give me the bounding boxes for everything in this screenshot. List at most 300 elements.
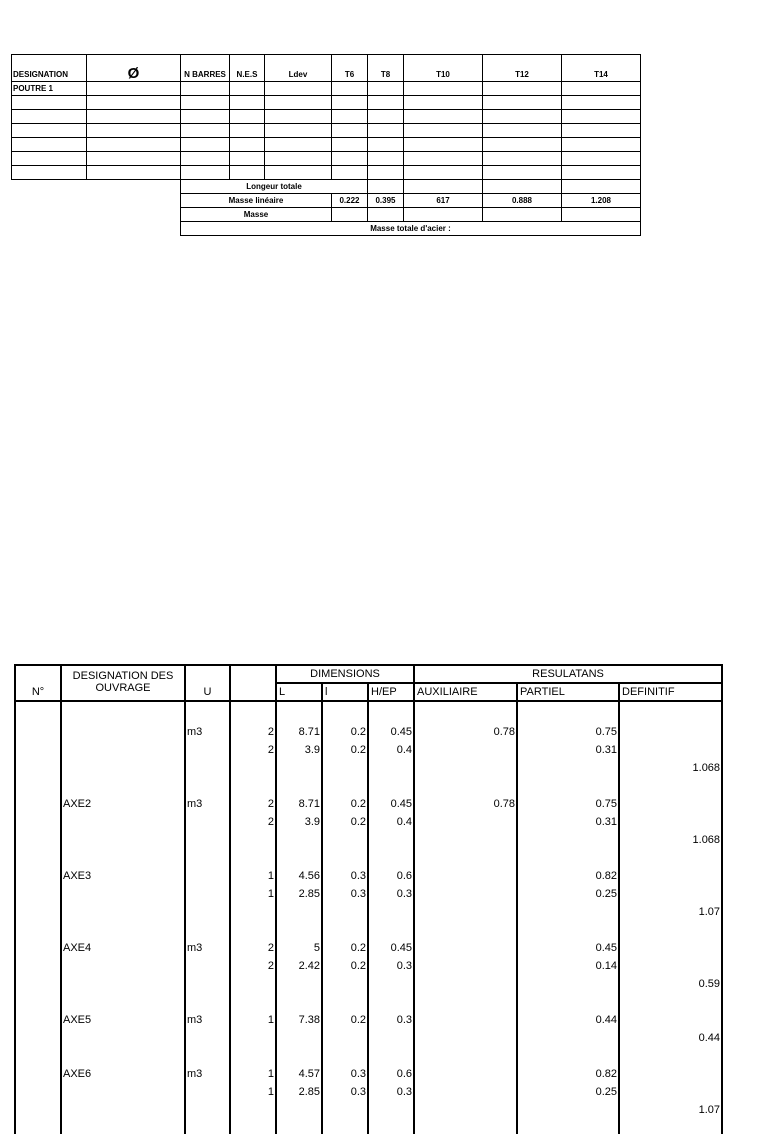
h-cell bbox=[368, 701, 414, 720]
designation-header: DESIGNATION DES OUVRAGE bbox=[61, 665, 185, 701]
qty-cell bbox=[230, 918, 276, 936]
cell bbox=[404, 166, 483, 180]
table-row bbox=[15, 1044, 722, 1062]
n-cell bbox=[15, 1044, 61, 1062]
n-cell bbox=[15, 1080, 61, 1098]
works-table bbox=[14, 664, 723, 1134]
designation-cell bbox=[61, 990, 185, 1008]
n-cell bbox=[15, 936, 61, 954]
dimensions-header: DIMENSIONS bbox=[276, 665, 414, 683]
h-cell: 0.4 bbox=[368, 738, 414, 756]
L-cell bbox=[276, 1044, 322, 1062]
partiel-cell: 0.75 bbox=[517, 792, 619, 810]
cell bbox=[404, 96, 483, 110]
L-cell bbox=[276, 846, 322, 864]
cell bbox=[181, 152, 230, 166]
designation-cell bbox=[61, 1116, 185, 1134]
cell bbox=[404, 152, 483, 166]
unit-cell: m3 bbox=[185, 936, 230, 954]
definitif-cell bbox=[619, 918, 722, 936]
h-cell: 0.3 bbox=[368, 1080, 414, 1098]
l-cell: 0.2 bbox=[322, 810, 368, 828]
aux-cell bbox=[414, 918, 517, 936]
unit-cell bbox=[185, 990, 230, 1008]
designation-cell bbox=[61, 756, 185, 774]
n-cell bbox=[15, 828, 61, 846]
unit-cell: m3 bbox=[185, 1008, 230, 1026]
auxiliaire-header: AUXILIAIRE bbox=[414, 683, 517, 701]
cell bbox=[181, 110, 230, 124]
L-cell: 4.57 bbox=[276, 1062, 322, 1080]
cell bbox=[230, 166, 265, 180]
designation-cell bbox=[61, 774, 185, 792]
qty-cell: 1 bbox=[230, 1008, 276, 1026]
qty-cell bbox=[230, 828, 276, 846]
unit-cell bbox=[185, 1098, 230, 1116]
definitif-cell bbox=[619, 846, 722, 864]
cell bbox=[368, 110, 404, 124]
steel-row bbox=[12, 152, 641, 166]
h-cell: 0.3 bbox=[368, 882, 414, 900]
aux-cell bbox=[414, 1062, 517, 1080]
cell bbox=[562, 166, 641, 180]
partiel-cell bbox=[517, 1026, 619, 1044]
partiel-cell bbox=[517, 972, 619, 990]
table-row bbox=[15, 864, 722, 882]
cell bbox=[12, 138, 87, 152]
designation-cell bbox=[61, 810, 185, 828]
aux-cell bbox=[414, 846, 517, 864]
cell bbox=[230, 152, 265, 166]
designation-cell bbox=[61, 900, 185, 918]
cell bbox=[12, 152, 87, 166]
partiel-cell bbox=[517, 1098, 619, 1116]
width-header: l bbox=[322, 683, 368, 701]
qty-cell bbox=[230, 1098, 276, 1116]
unit-cell bbox=[185, 900, 230, 918]
blank-cell bbox=[12, 180, 181, 194]
cell bbox=[483, 180, 562, 194]
cell bbox=[404, 82, 483, 96]
n-cell bbox=[15, 990, 61, 1008]
partiel-cell: 0.82 bbox=[517, 1062, 619, 1080]
designation-cell bbox=[61, 954, 185, 972]
qty-cell: 1 bbox=[230, 864, 276, 882]
unit-cell: m3 bbox=[185, 792, 230, 810]
qty-cell: 1 bbox=[230, 1080, 276, 1098]
l-cell: 0.2 bbox=[322, 720, 368, 738]
qty-cell bbox=[230, 756, 276, 774]
partiel-cell: 0.82 bbox=[517, 864, 619, 882]
L-cell: 5 bbox=[276, 936, 322, 954]
partiel-cell bbox=[517, 1044, 619, 1062]
cell bbox=[562, 138, 641, 152]
cell bbox=[562, 152, 641, 166]
aux-cell bbox=[414, 1044, 517, 1062]
table-row bbox=[15, 1062, 722, 1080]
cell bbox=[87, 110, 181, 124]
n-barres-header: N BARRES bbox=[181, 55, 230, 82]
cell bbox=[404, 138, 483, 152]
qty-cell bbox=[230, 774, 276, 792]
masse-lineaire-row bbox=[12, 194, 641, 208]
definitif-cell: 0.44 bbox=[619, 1026, 722, 1044]
ldev-header: Ldev bbox=[265, 55, 332, 82]
L-cell bbox=[276, 900, 322, 918]
L-cell bbox=[276, 918, 322, 936]
cell bbox=[265, 152, 332, 166]
cell bbox=[332, 96, 368, 110]
blank-cell bbox=[12, 194, 181, 208]
cell bbox=[265, 138, 332, 152]
aux-cell bbox=[414, 882, 517, 900]
t12-header: T12 bbox=[483, 55, 562, 82]
cell bbox=[404, 180, 483, 194]
L-cell bbox=[276, 701, 322, 720]
masse-totale-row bbox=[12, 222, 641, 236]
aux-cell bbox=[414, 1080, 517, 1098]
masse-row bbox=[12, 208, 641, 222]
aux-cell bbox=[414, 900, 517, 918]
n-cell bbox=[15, 810, 61, 828]
table-row bbox=[15, 1080, 722, 1098]
partiel-cell: 0.31 bbox=[517, 810, 619, 828]
qty-cell bbox=[230, 990, 276, 1008]
steel-row bbox=[12, 110, 641, 124]
cell bbox=[181, 138, 230, 152]
n-cell bbox=[15, 882, 61, 900]
l-cell bbox=[322, 972, 368, 990]
works-header-row-1 bbox=[15, 665, 722, 683]
cell bbox=[12, 166, 87, 180]
unit-cell bbox=[185, 701, 230, 720]
h-cell bbox=[368, 846, 414, 864]
table-row bbox=[15, 810, 722, 828]
cell bbox=[332, 138, 368, 152]
table-row bbox=[15, 756, 722, 774]
table-row bbox=[15, 774, 722, 792]
n-cell bbox=[15, 756, 61, 774]
designation-cell bbox=[61, 720, 185, 738]
partiel-cell bbox=[517, 701, 619, 720]
cell bbox=[265, 82, 332, 96]
table-row bbox=[15, 882, 722, 900]
cell bbox=[483, 152, 562, 166]
n-cell bbox=[15, 774, 61, 792]
h-cell: 0.6 bbox=[368, 864, 414, 882]
table-row bbox=[15, 1026, 722, 1044]
L-cell: 4.56 bbox=[276, 864, 322, 882]
cell bbox=[332, 208, 368, 222]
table-row bbox=[15, 846, 722, 864]
qty-cell bbox=[230, 1116, 276, 1134]
cell bbox=[368, 124, 404, 138]
table-row bbox=[15, 1098, 722, 1116]
table-row bbox=[15, 792, 722, 810]
cell bbox=[562, 124, 641, 138]
h-cell bbox=[368, 918, 414, 936]
cell bbox=[483, 208, 562, 222]
aux-cell bbox=[414, 756, 517, 774]
n-cell bbox=[15, 1116, 61, 1134]
unit-cell bbox=[185, 864, 230, 882]
l-cell: 0.3 bbox=[322, 1080, 368, 1098]
diameter-symbol-icon: Ø bbox=[87, 55, 181, 82]
masse-lineaire-label: Masse linéaire bbox=[181, 194, 332, 208]
partiel-cell bbox=[517, 756, 619, 774]
nes-header: N.E.S bbox=[230, 55, 265, 82]
aux-cell bbox=[414, 936, 517, 954]
n-cell bbox=[15, 918, 61, 936]
aux-cell bbox=[414, 828, 517, 846]
partiel-cell: 0.44 bbox=[517, 1008, 619, 1026]
n-cell bbox=[15, 1026, 61, 1044]
n-cell bbox=[15, 1008, 61, 1026]
definitif-cell bbox=[619, 774, 722, 792]
n-header: N° bbox=[15, 665, 61, 701]
qty-cell: 2 bbox=[230, 792, 276, 810]
h-cell: 0.3 bbox=[368, 1008, 414, 1026]
qty-cell bbox=[230, 972, 276, 990]
cell bbox=[562, 208, 641, 222]
cell bbox=[368, 166, 404, 180]
unit-header: U bbox=[185, 665, 230, 701]
n-cell bbox=[15, 738, 61, 756]
table-row bbox=[15, 972, 722, 990]
partiel-cell: 0.45 bbox=[517, 936, 619, 954]
unit-cell bbox=[185, 810, 230, 828]
aux-cell bbox=[414, 738, 517, 756]
designation-cell bbox=[61, 828, 185, 846]
L-cell bbox=[276, 972, 322, 990]
partiel-header: PARTIEL bbox=[517, 683, 619, 701]
cell bbox=[368, 180, 404, 194]
n-cell bbox=[15, 864, 61, 882]
unit-cell bbox=[185, 774, 230, 792]
cell bbox=[483, 96, 562, 110]
table-row bbox=[15, 1008, 722, 1026]
t10-header: T10 bbox=[404, 55, 483, 82]
unit-cell bbox=[185, 954, 230, 972]
h-cell bbox=[368, 756, 414, 774]
cell bbox=[265, 166, 332, 180]
qty-cell bbox=[230, 900, 276, 918]
aux-cell bbox=[414, 864, 517, 882]
designation-cell: AXE3 bbox=[61, 864, 185, 882]
l-cell bbox=[322, 1098, 368, 1116]
definitif-cell: 1.07 bbox=[619, 1098, 722, 1116]
qty-cell: 2 bbox=[230, 720, 276, 738]
definitif-cell bbox=[619, 1008, 722, 1026]
table-row bbox=[15, 1116, 722, 1134]
n-cell bbox=[15, 900, 61, 918]
cell bbox=[265, 96, 332, 110]
definitif-cell bbox=[619, 720, 722, 738]
cell bbox=[12, 96, 87, 110]
definitif-cell bbox=[619, 738, 722, 756]
qty-cell bbox=[230, 1026, 276, 1044]
unit-cell bbox=[185, 1026, 230, 1044]
l-cell bbox=[322, 701, 368, 720]
h-cell: 0.45 bbox=[368, 720, 414, 738]
designation-cell bbox=[61, 1080, 185, 1098]
unit-cell: m3 bbox=[185, 1062, 230, 1080]
L-cell bbox=[276, 774, 322, 792]
cell bbox=[562, 180, 641, 194]
cell bbox=[230, 96, 265, 110]
masse-lineaire-t10: 617 bbox=[404, 194, 483, 208]
cell bbox=[230, 82, 265, 96]
resultats-header: RESULATANS bbox=[414, 665, 722, 683]
n-cell bbox=[15, 846, 61, 864]
cell bbox=[483, 166, 562, 180]
n-cell bbox=[15, 954, 61, 972]
cell bbox=[483, 82, 562, 96]
table-row bbox=[15, 936, 722, 954]
L-cell: 2.85 bbox=[276, 1080, 322, 1098]
L-cell bbox=[276, 990, 322, 1008]
L-cell bbox=[276, 1026, 322, 1044]
h-cell bbox=[368, 900, 414, 918]
cell bbox=[404, 208, 483, 222]
n-cell bbox=[15, 1098, 61, 1116]
n-cell bbox=[15, 792, 61, 810]
h-cell bbox=[368, 1044, 414, 1062]
cell bbox=[230, 138, 265, 152]
l-cell: 0.3 bbox=[322, 1062, 368, 1080]
definitif-cell bbox=[619, 882, 722, 900]
cell bbox=[87, 96, 181, 110]
cell bbox=[332, 124, 368, 138]
cell bbox=[230, 110, 265, 124]
cell bbox=[368, 208, 404, 222]
qty-cell: 2 bbox=[230, 810, 276, 828]
partiel-cell bbox=[517, 774, 619, 792]
unit-cell bbox=[185, 738, 230, 756]
partiel-cell bbox=[517, 846, 619, 864]
designation-cell bbox=[61, 972, 185, 990]
aux-cell bbox=[414, 701, 517, 720]
t8-header: T8 bbox=[368, 55, 404, 82]
aux-cell: 0.78 bbox=[414, 720, 517, 738]
h-cell bbox=[368, 828, 414, 846]
longeur-totale-label: Longeur totale bbox=[181, 180, 368, 194]
partiel-cell: 0.14 bbox=[517, 954, 619, 972]
l-cell bbox=[322, 900, 368, 918]
table-row bbox=[15, 720, 722, 738]
unit-cell bbox=[185, 972, 230, 990]
aux-cell bbox=[414, 1116, 517, 1134]
aux-cell bbox=[414, 954, 517, 972]
steel-bar-table bbox=[11, 54, 641, 236]
designation-header: DESIGNATION bbox=[12, 55, 87, 82]
h-cell: 0.45 bbox=[368, 792, 414, 810]
qty-cell: 1 bbox=[230, 882, 276, 900]
cell bbox=[87, 138, 181, 152]
partiel-cell bbox=[517, 918, 619, 936]
qty-cell: 2 bbox=[230, 936, 276, 954]
L-cell: 3.9 bbox=[276, 810, 322, 828]
steel-row bbox=[12, 166, 641, 180]
l-cell: 0.2 bbox=[322, 936, 368, 954]
L-cell bbox=[276, 1116, 322, 1134]
cell bbox=[230, 124, 265, 138]
h-cell: 0.45 bbox=[368, 936, 414, 954]
cell bbox=[12, 110, 87, 124]
qty-cell bbox=[230, 701, 276, 720]
unit-cell bbox=[185, 846, 230, 864]
cell bbox=[332, 166, 368, 180]
h-cell bbox=[368, 1098, 414, 1116]
steel-row bbox=[12, 96, 641, 110]
aux-cell bbox=[414, 774, 517, 792]
cell bbox=[562, 82, 641, 96]
cell bbox=[368, 152, 404, 166]
partiel-cell bbox=[517, 900, 619, 918]
cell bbox=[87, 124, 181, 138]
qty-cell: 2 bbox=[230, 954, 276, 972]
aux-cell bbox=[414, 1008, 517, 1026]
definitif-cell bbox=[619, 936, 722, 954]
designation-cell bbox=[61, 846, 185, 864]
qty-header bbox=[230, 665, 276, 701]
h-cell bbox=[368, 1116, 414, 1134]
l-cell: 0.2 bbox=[322, 954, 368, 972]
qty-cell bbox=[230, 1044, 276, 1062]
l-cell bbox=[322, 990, 368, 1008]
n-cell bbox=[15, 720, 61, 738]
aux-cell bbox=[414, 1098, 517, 1116]
cell bbox=[562, 110, 641, 124]
l-cell bbox=[322, 918, 368, 936]
L-cell: 7.38 bbox=[276, 1008, 322, 1026]
cell bbox=[87, 166, 181, 180]
definitif-cell bbox=[619, 1062, 722, 1080]
h-cell bbox=[368, 1026, 414, 1044]
table-row bbox=[15, 738, 722, 756]
definitif-cell bbox=[619, 792, 722, 810]
cell bbox=[181, 124, 230, 138]
blank-cell bbox=[12, 208, 181, 222]
L-cell: 2.85 bbox=[276, 882, 322, 900]
l-cell: 0.2 bbox=[322, 792, 368, 810]
l-cell: 0.2 bbox=[322, 1008, 368, 1026]
designation-cell: AXE5 bbox=[61, 1008, 185, 1026]
partiel-cell: 0.31 bbox=[517, 738, 619, 756]
definitif-cell: 1.068 bbox=[619, 756, 722, 774]
t6-header: T6 bbox=[332, 55, 368, 82]
designation-cell bbox=[61, 1098, 185, 1116]
cell bbox=[332, 82, 368, 96]
masse-lineaire-t6: 0.222 bbox=[332, 194, 368, 208]
n-cell bbox=[15, 972, 61, 990]
l-cell: 0.3 bbox=[322, 882, 368, 900]
h-cell bbox=[368, 990, 414, 1008]
masse-label: Masse bbox=[181, 208, 332, 222]
works-body bbox=[15, 701, 722, 1134]
table-row bbox=[15, 990, 722, 1008]
h-cell bbox=[368, 774, 414, 792]
l-cell bbox=[322, 1116, 368, 1134]
n-cell bbox=[15, 701, 61, 720]
cell bbox=[12, 124, 87, 138]
steel-row bbox=[12, 124, 641, 138]
designation-cell: AXE6 bbox=[61, 1062, 185, 1080]
L-cell bbox=[276, 828, 322, 846]
n-cell bbox=[15, 1062, 61, 1080]
L-cell bbox=[276, 756, 322, 774]
unit-cell bbox=[185, 1044, 230, 1062]
